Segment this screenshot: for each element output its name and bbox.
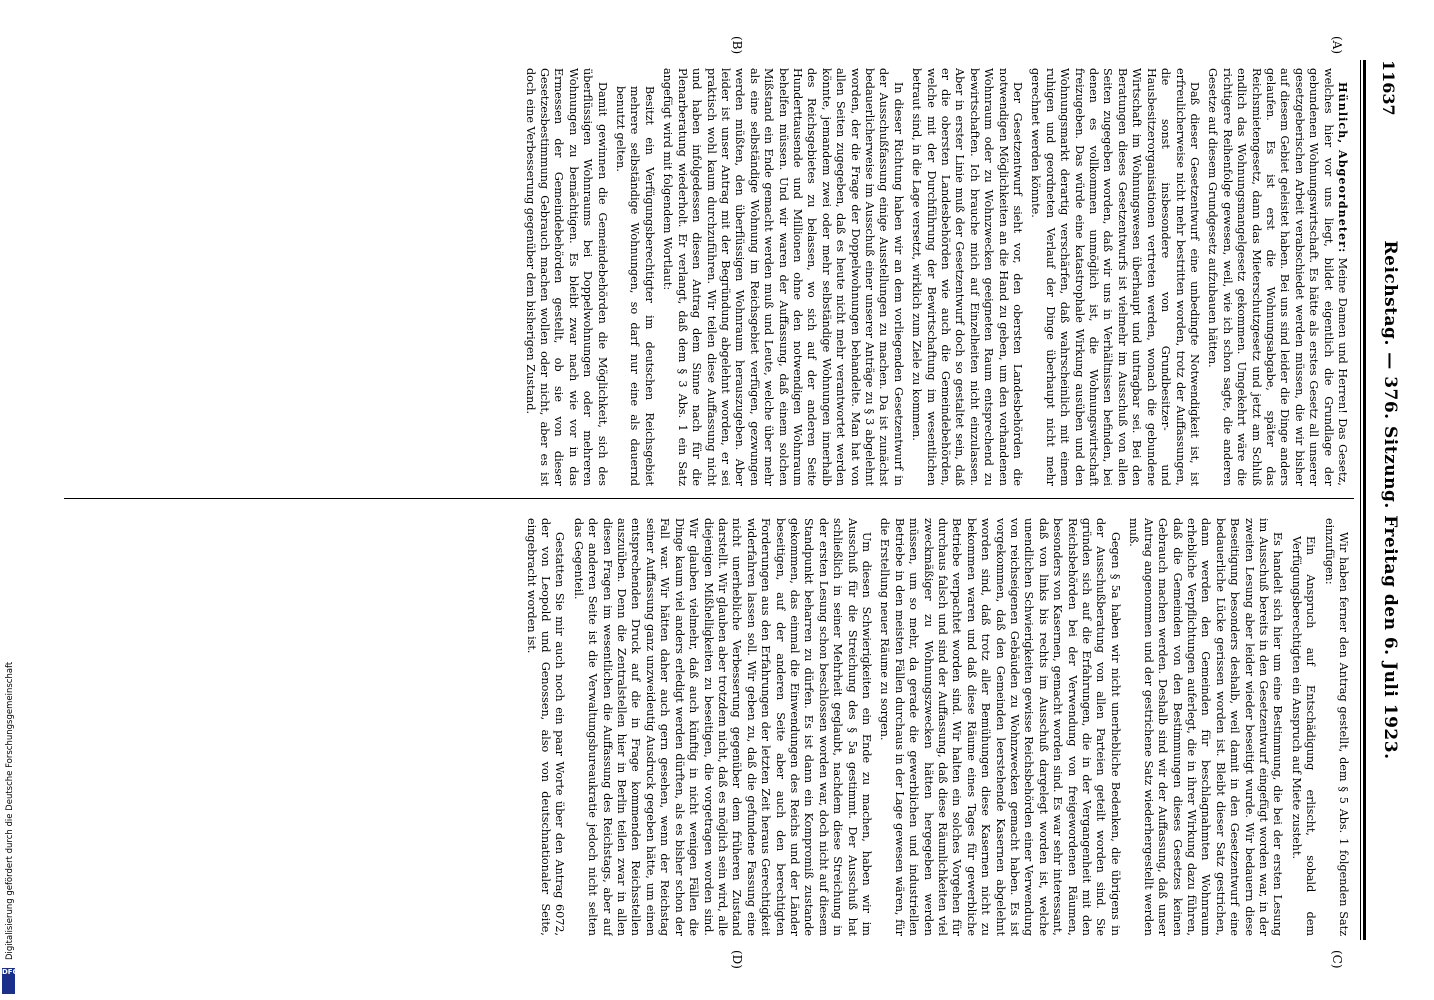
paragraph: Gegen § 5a haben wir nicht unerhebliche Bedenken, die übrigens in der Ausschußberatung von allen Parteien geteilt worden sind. Sie gründen sich auf die Erfahrungen, die in der Vergangenheit mit den Reichsbehörden bei der Verwendung von freigewordenen Räumen, besonders von Kasernen, gemacht worden sind. Es war sehr interessant, daß von links bis rechts im Ausschuß dargelegt worden ist, welche unendlichen Schwierigkeiten gewisse Reichsbehörden einer Verwendung von reichseigenen Gebäuden zu Wohnzwecken gemacht haben. Es ist vorgekommen, daß den Gemeinden leerstehende Kasernen abgelehnt worden sind, daß trotz aller Bemühungen diese Kasernen nicht zu bekommen waren und daß diese Räume eines Tages für gewerbliche Betriebe verpachtet worden sind. Wir halten ein solches Vorgehen für durchaus falsch und sind der Auffassung, daß diese Räumlichkeiten viel zweckmäßiger zu Wohnungszwecken hätten hergegeben werden müssen, um so mehr, da gerade die gewerblichen und industriellen Betriebe in den meisten Fällen durchaus in der Lage gewesen wären, für die Erstellung neuer Räume zu sorgen. [878,518,1122,936]
left-column [60,68,1350,486]
paragraph: In dieser Richtung haben wir an dem vorliegenden Gesetzentwurf in der Ausschußfassung einige Ausstellungen zu machen. Da ist zunächst bedauerlicherweise im Ausschuß einer unserer Anträge zu § 3 abgelehnt worden, der die Frage der Doppelwohnungen behandelte. Man hat von allen Seiten zugegeben, daß es heute nicht mehr verantwortet werden könnte, jemandem zwei oder mehr selbständige Wohnungen innerhalb des Reichsgebietes zu belassen, wo sich auf der anderen Seite Hunderttausende und Millionen ohne den notwendigen Wohnraum behelfen müssen. Und wir waren der Auffassung, daß einem solchen Mißstand ein Ende gemacht werden muß und Leute, welche über mehr als eine selbständige Wohnung im Reichsgebiet verfügen, gezwungen werden müßten, den überflüssigen Wohnraum herauszugeben. Aber leider ist unser Antrag mit der Begründung abgelehnt worden, er sei praktisch wohl kaum durchzuführen. Wir teilen diese Auffassung nicht und haben infolgedessen diesen Antrag dem Sinne nach für die Plenarberatung wiederholt. Er verlangt, daß dem § 3 Abs. 1 ein Satz angefügt wird mit folgendem Wortlaut: [661,68,905,486]
dfg-logo-text: DFG [2,968,19,976]
paragraph: Gestatten Sie mir auch noch ein paar Worte über den Antrag 6072, der von Leopold und Genossen, also von deutschnationaler Seite, eingebracht worden ist. [524,518,567,936]
paragraph: Damit gewinnen die Gemeindebehörden die Möglichkeit, sich des überflüssigen Wohnraums bei Doppelwohnungen oder mehreren Wohnungen zu bemächtigen. Es bleibt zwar nach wie vor in das Ermessen der Gemeindebehörden gestellt, ob sie von dieser Gesetzesbestimmung Gebrauch machen wollen oder nicht, aber es ist doch eine Verbesserung gegenüber dem bisherigen Zustand. [523,68,609,486]
paragraph: Daß dieser Gesetzentwurf eine unbedingte Notwendigkeit ist, ist erfreulicherweise nicht mehr bestritten worden, trotz der Auffassungen, die sonst insbesondere von Grundbesitzer- und Hausbesitzerorganisationen vertreten werden, wonach die gebundene Wirtschaft im Wohnungswesen überhaupt und untragbar sei. Bei den Beratungen dieses Gesetzentwurfs ist vielmehr im Ausschuß von allen Seiten zugegeben worden, daß wir uns in Verhältnissen befinden, bei denen es vollkommen unmöglich ist, die Wohnungswirtschaft freizugeben. Das würde eine katastrophale Wirkung ausüben und den Wohnungsmarkt derartig verschärfen, daß wahrscheinlich mit einem ruhigen und geordneten Verlauf der Dinge überhaupt nicht mehr gerechnet werden könnte. [1029,68,1201,486]
paragraph: Es handelt sich hier um eine Bestimmung, die bei der ersten Lesung im Ausschuß bereits in den Gesetzentwurf eingefügt worden war, in der zweiten Lesung aber leider wieder beseitigt wurde. Wir bedauern diese Beseitigung besonders deshalb, weil damit in den Gesetzentwurf eine bedauerliche Lücke gerissen worden ist. Bleibt dieser Satz gestrichen, dann werden den Gemeinden für beschlagnahmten Wohnraum erhebliche Verpflichtungen auferlegt, die in ihrer Wirkung dazu führen, daß die Gemeinden von den Bestimmungen dieses Gesetzes keinen Gebrauch machen werden. Deshalb sind wir der Auffassung, daß unser Antrag angenommen und der gestrichene Satz wiederhergestellt werden muß. [1127,518,1285,936]
margin-marker-d: (D) [730,950,744,969]
digitization-credit [2,0,19,1000]
paragraph: Um diesen Schwierigkeiten ein Ende zu machen, haben wir im Ausschuß für die Streichung des § 5a gestimmt. Der Ausschuß hat schließlich in seiner Mehrheit geglaubt, nachdem diese Streichung in der ersten Lesung schon beschlossen worden war, doch nicht auf diesem Standpunkt beharren zu dürfen. Es ist dann ein Kompromiß zustande gekommen, das einmal die Einwendungen des Reichs und der Länder beseitigen, auf der anderen Seite aber auch den berechtigten Forderungen aus den Erfahrungen der letzten Zeit heraus Gerechtigkeit widerfahren lassen soll. Wir geben zu, daß die gefundene Fassung eine nicht unerhebliche Verbesserung gegenüber dem früheren Zustand darstellt. Wir glauben aber trotzdem nicht, daß es möglich sein wird, alle diejenigen Mißhelligkeiten zu beseitigen, die vorgetragen worden sind. Wir glauben vielmehr, daß auch künftig in nicht wenigen Fällen die Dinge kaum viel anders erledigt werden dürften, als es bisher schon der Fall war. Wir hätten daher auch gern gesehen, wenn der Reichstag seiner Auffassung ganz unzweideutig Ausdruck gegeben hätte, um einen entsprechenden Druck auf die in Frage kommenden Reichsstellen auszuüben. Denn die Zentralstellen hier in Berlin teilen zwar in allen diesen Fragen im wesentlichen die Auffassung des Reichstags, aber auf der anderen Seite ist die Verwaltungsbureaukratie jedoch nicht selten das Gegenteil. [571,518,873,936]
quoted-amendment: Besitzt ein Verfügungsberechtigter im deutschen Reichsgebiet mehrere selbständige Wohnungen, so darf nur eine als dauernd benutzt gelten. [614,86,656,486]
paragraph: Der Gesetzentwurf sieht vor, den obersten Landesbehörden die notwendigen Möglichkeiten an die Hand zu geben, um den vorhandenen Wohnraum oder zu Wohnzwecken geeigneten Raum entsprechend zu bewirtschaften. Ich brauche mich auf Einzelheiten nicht einzulassen. Aber in erster Linie muß der Gesetzentwurf doch so gestaltet sein, daß er die obersten Landesbehörden wie auch die Gemeindebehörden, welche mit der Durchführung der Bewirtschaftung im wesentlichen betraut sind, in die Lage versetzt, wirklich zum Ziele zu kommen. [910,68,1025,486]
credit-text: Digitalisierung gefördert durch die Deutsche Forschungsgemeinschaft [5,661,15,960]
paragraph [1205,68,1350,486]
margin-marker-b: (B) [730,36,744,55]
paragraph-text: Meine Damen und Herren! Das Gesetz, welches hier vor uns liegt, bildet eigentlich die Grundlage der gebundenen Wohnungswirtschaft. Es hätte als erstes Gesetz all unserer gesetzgeberischen Arbeit verabschiedet werden müssen, die wir bisher auf diesem Gebiet geleistet haben. Bei uns sind leider die Dinge anders gelaufen. Es ist erst die Wohnungsabgabe, später das Reichsmietengesetz, dann das Mieterschutzgesetz und jetzt am Schluß endlich das Wohnungsmangelgesetz gekommen. Umgekehrt wäre die richtigere Reihenfolge gewesen, weil, wie ich schon sagte, die anderen Gesetze auf diesem Grundgesetz aufzubauen hätten. [1206,68,1349,486]
page-number: 11637 [1379,60,1398,116]
paragraph: Wir haben ferner den Antrag gestellt, dem § 5 Abs. 1 folgenden Satz einzufügen: [1322,518,1350,936]
speaker-name: Hünlich, Abgeordneter: [1336,82,1350,254]
margin-marker-a: (A) [1330,36,1344,55]
column-divider [64,498,1354,499]
quoted-amendment: Ein Anspruch auf Entschädigung erlischt, sobald dem Verfügungsberechtigten ein Anspruch auf Miete zusteht. [1289,536,1318,936]
page-header [1364,60,1404,940]
header-rule-thin [1360,60,1361,940]
margin-marker-c: (C) [1330,950,1344,969]
header-rule [1363,60,1366,940]
right-column [60,518,1350,936]
dfg-logo [2,968,19,994]
running-title: Reichstag. — 376. Sitzung. Freitag den 6. Juli 1923. [1380,240,1400,760]
